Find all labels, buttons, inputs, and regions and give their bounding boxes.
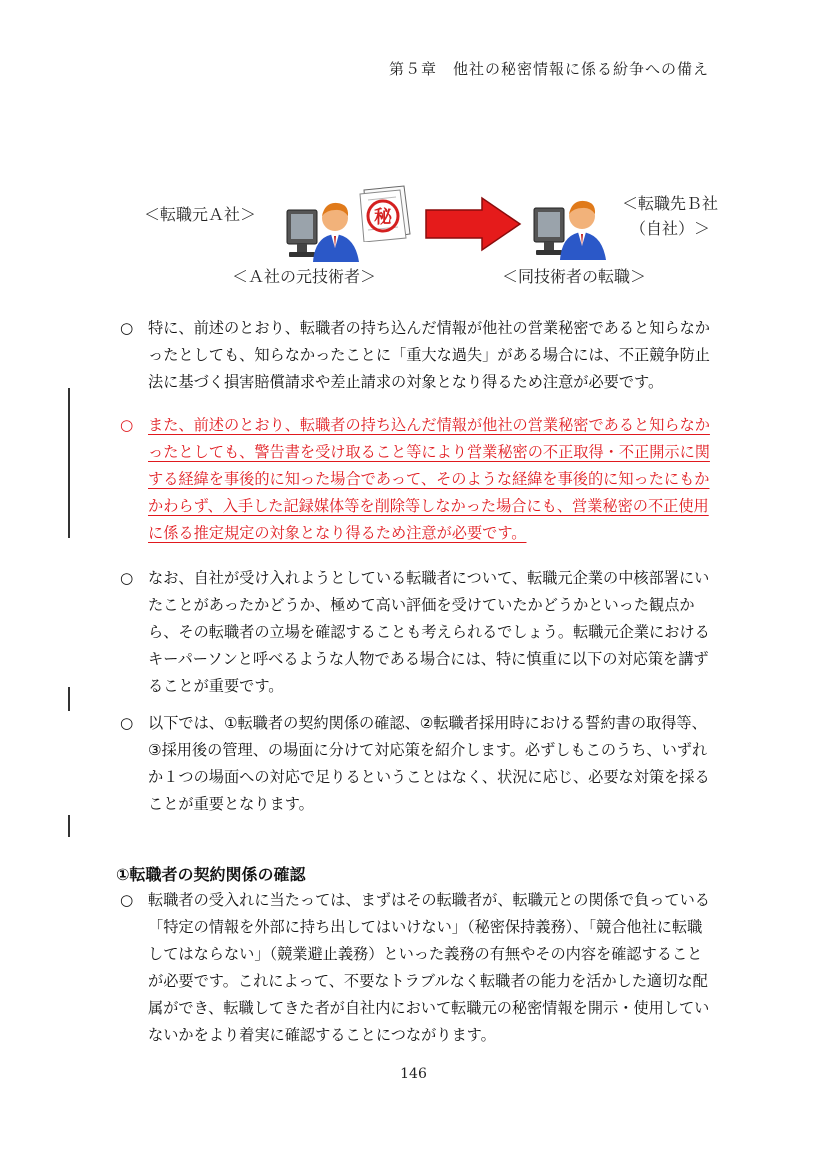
bullet-marker: ○ xyxy=(120,416,134,434)
revision-bar xyxy=(68,687,70,711)
bullet-marker: ○ xyxy=(120,891,134,909)
paragraph-text: 以下では、①転職者の契約関係の確認、②転職者採用時における誓約書の取得等、③採用後の管理、の場面に分けて対応策を紹介します。必ずしもこのうち、いずれか１つの場面への対応で足りるということはなく、状況に応じ、必要な対策を採ることが重要となります。 xyxy=(148,714,710,813)
engineer-at-new-company-icon xyxy=(530,188,610,260)
paragraph-contract-check xyxy=(120,887,710,1049)
destination-company-line2: （自社）＞ xyxy=(630,219,711,238)
chapter-header: 第５章 他社の秘密情報に係る紛争への備え xyxy=(388,60,709,78)
secret-document-icon xyxy=(356,184,412,242)
former-engineer-label: ＜Ａ社の元技術者＞ xyxy=(232,267,377,286)
transfer-arrow-icon xyxy=(424,196,522,252)
paragraph-gross-negligence xyxy=(120,315,710,396)
paragraph-text: 特に、前述のとおり、転職者の持ち込んだ情報が他社の営業秘密であると知らなかったとしても、知らなかったことに「重大な過失」がある場合には、不正競争防止法に基づく損害賠償請求や差止請求の対象となり得るため注意が必要です。 xyxy=(148,319,710,391)
paragraph-key-person xyxy=(120,565,710,700)
paragraph-presumption-rule xyxy=(120,412,710,547)
bullet-marker: ○ xyxy=(120,319,134,337)
page-number: 146 xyxy=(400,1066,427,1082)
section-heading: ①転職者の契約関係の確認 xyxy=(116,865,306,884)
secret-stamp-glyph: 秘 xyxy=(374,207,392,228)
paragraph-text: また、前述のとおり、転職者の持ち込んだ情報が他社の営業秘密であると知らなかったとしても、警告書を受け取ること等により営業秘密の不正取得・不正開示に関する経緯を事後的に知った場合であって、そのような経緯を事後的に知ったにもかかわらず、入手した記録媒体等を削除等しなかった場合にも、営業秘密の不正使用に係る推定規定の対象となり得るため注意が必要です。 xyxy=(148,416,710,542)
job-change-label: ＜同技術者の転職＞ xyxy=(502,267,647,286)
revision-bar xyxy=(68,388,70,538)
destination-company-line1: ＜転職先Ｂ社 xyxy=(622,194,719,213)
bullet-marker: ○ xyxy=(120,569,134,587)
source-company-label: ＜転職元Ａ社＞ xyxy=(144,205,257,224)
paragraph-text: 転職者の受入れに当たっては、まずはその転職者が、転職元との関係で負っている「特定の情報を外部に持ち出してはいけない」（秘密保持義務）、「競合他社に転職してはならない」（競業避止義務）といった義務の有無やその内容を確認することが必要です。これによって、不要なトラブルなく転職者の能力を活かした適切な配属ができ、転職してきた者が自社内において転職元の秘密情報を開示・使用していないかをより着実に確認することにつながります。 xyxy=(148,891,710,1044)
paragraph-overview xyxy=(120,710,710,818)
destination-company-label xyxy=(622,191,718,241)
former-engineer-icon xyxy=(283,190,363,262)
paragraph-text: なお、自社が受け入れようとしている転職者について、転職元企業の中核部署にいたことがあったかどうか、極めて高い評価を受けていたかどうかといった観点から、その転職者の立場を確認することも考えられるでしょう。転職元企業におけるキーパーソンと呼べるような人物である場合には、特に慎重に以下の対応策を講ずることが重要です。 xyxy=(148,569,710,695)
bullet-marker: ○ xyxy=(120,714,134,732)
revision-bar xyxy=(68,815,70,837)
